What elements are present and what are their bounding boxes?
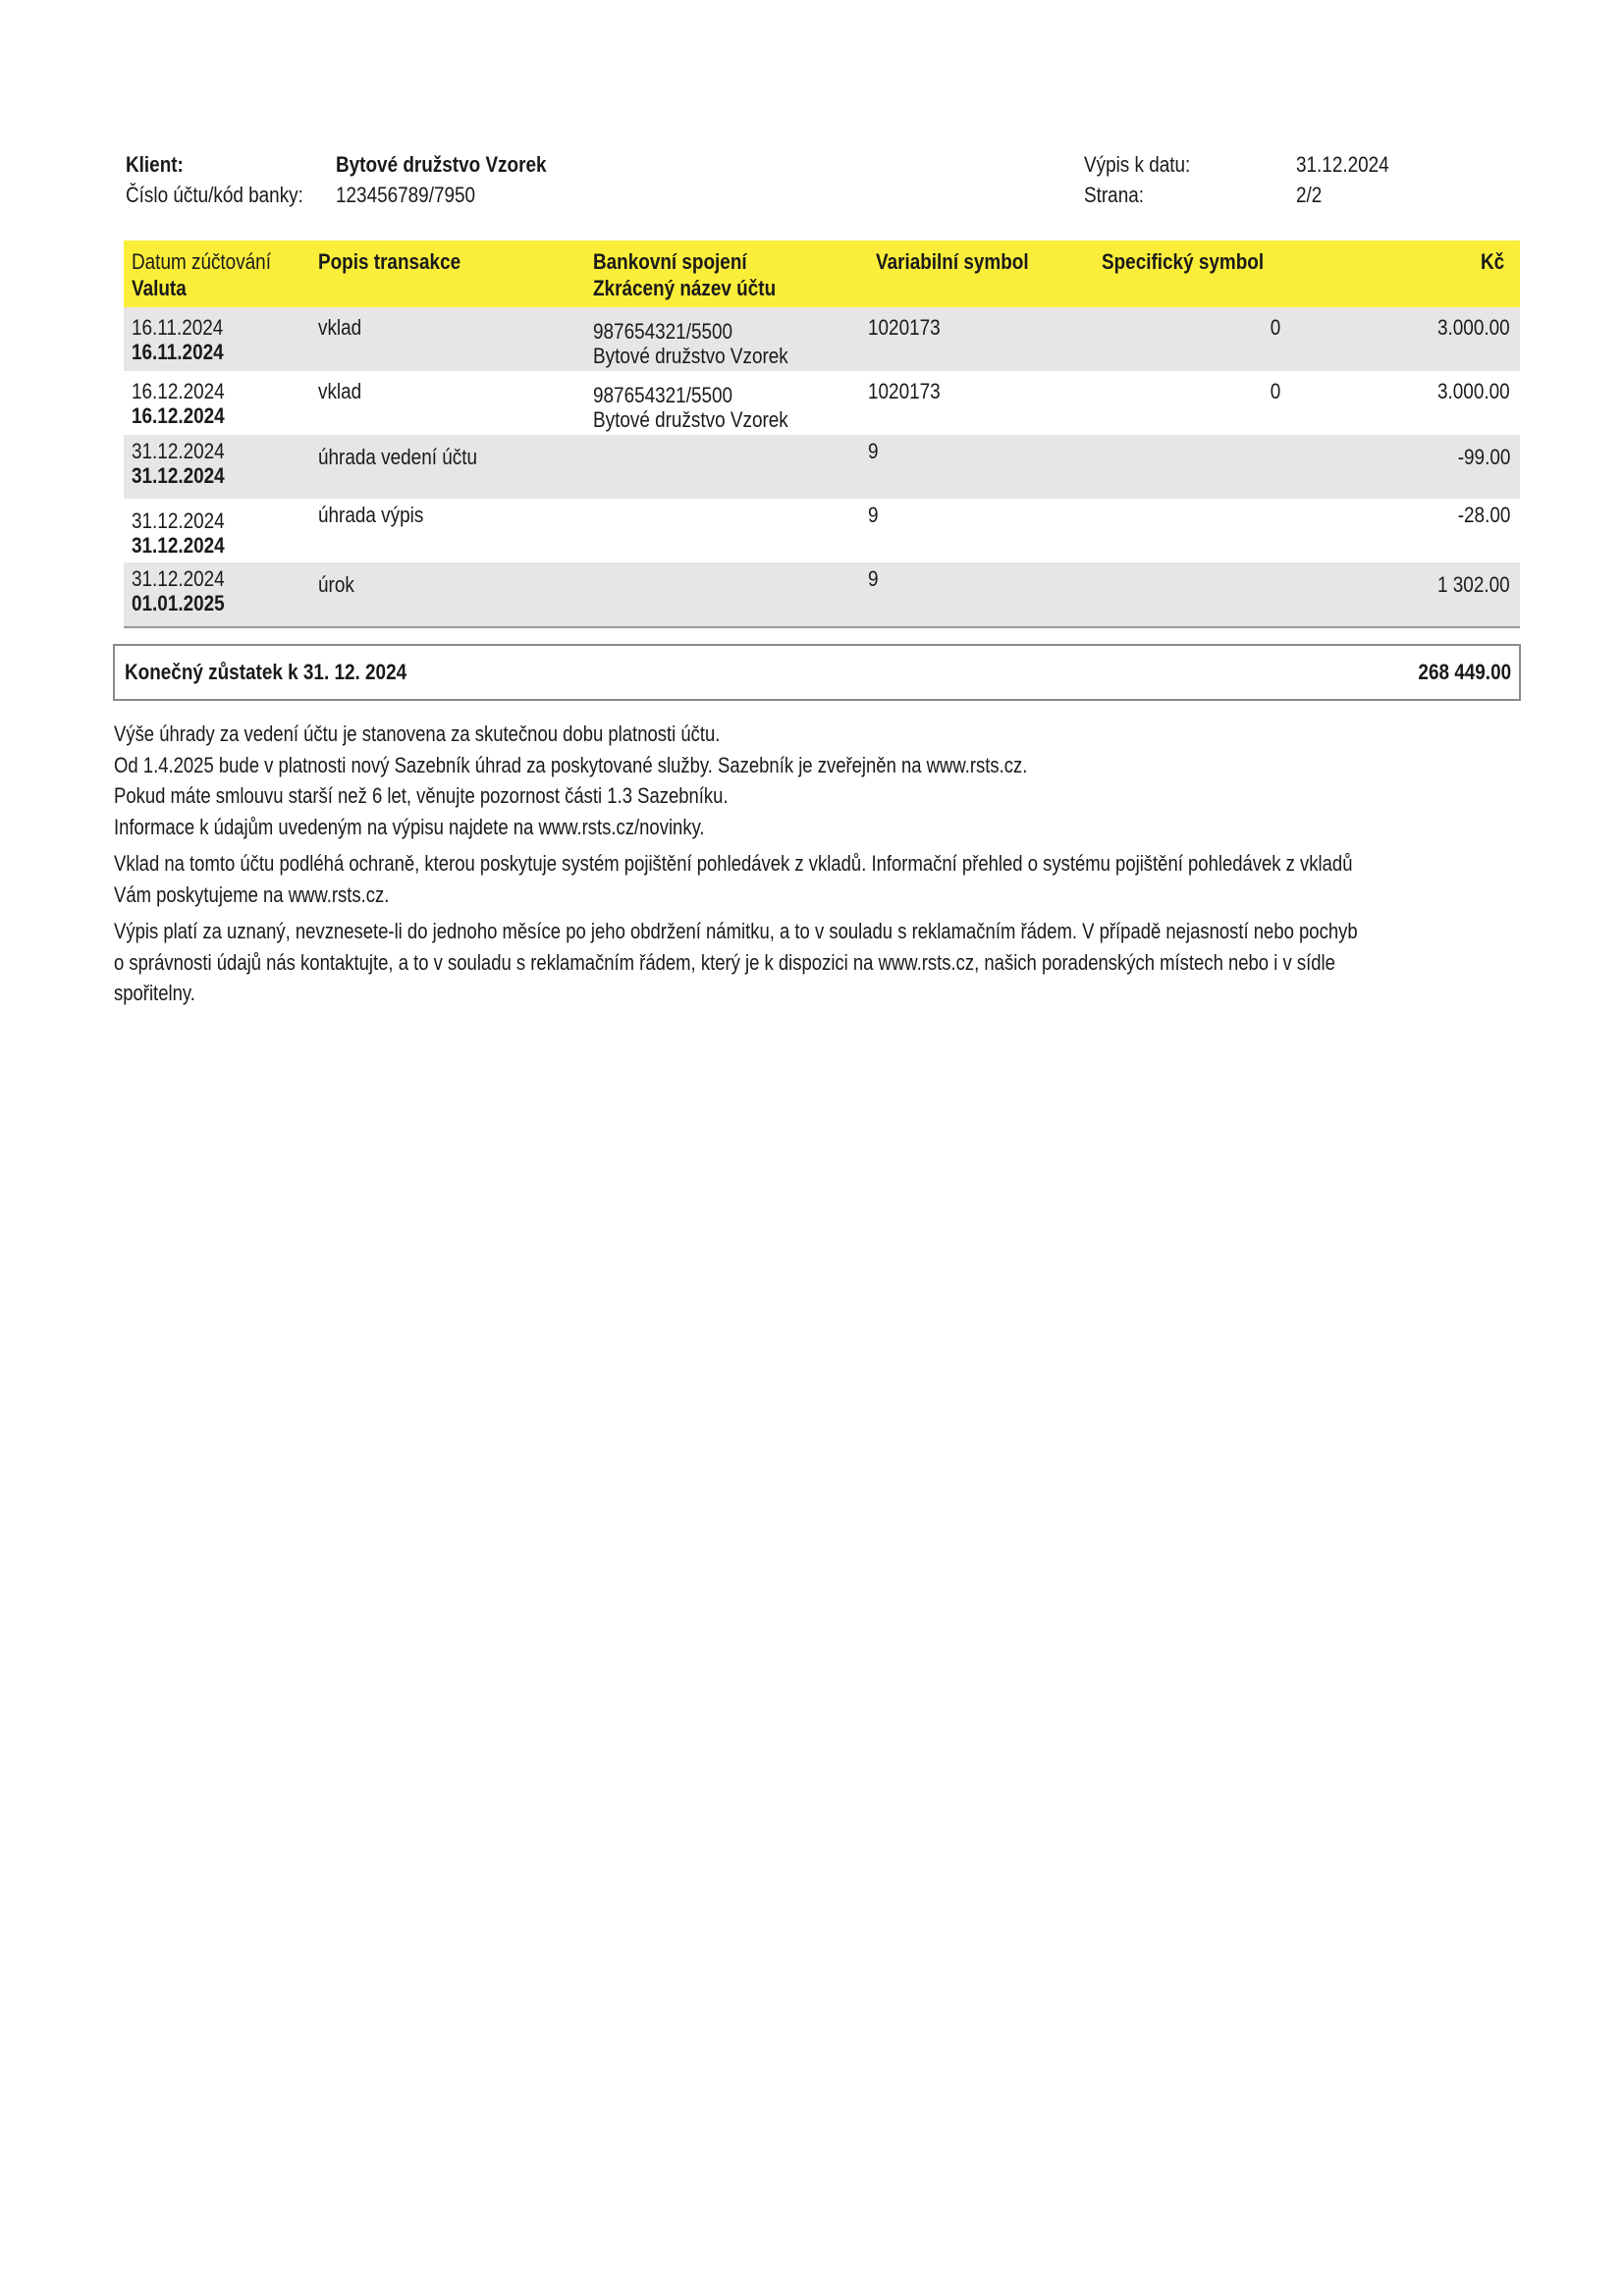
variable-symbol: 1020173 [868, 379, 941, 403]
variable-symbol: 9 [868, 439, 879, 463]
description: vklad [318, 315, 362, 340]
table-body [124, 307, 1520, 626]
account-label: Číslo účtu/kód banky: [126, 183, 303, 207]
note-line: Od 1.4.2025 bude v platnosti nový Sazebník úhrad za poskytované služby. Sazebník je zveřejněn na www.rsts.cz. [114, 752, 1028, 777]
date-booking: 31.12.2024 [132, 508, 225, 533]
statement-notes [114, 719, 1518, 1015]
note-deposit-insurance [114, 848, 1518, 910]
statement-date-label: Výpis k datu: [1084, 152, 1191, 177]
client-label: Klient: [126, 152, 184, 177]
date-booking: 16.12.2024 [132, 379, 225, 403]
date-booking: 31.12.2024 [132, 439, 225, 463]
description: úhrada vedení účtu [318, 445, 478, 469]
table-header [124, 240, 1520, 307]
amount: 3.000.00 [1437, 315, 1510, 340]
note-line: Výpis platí za uznaný, nevznesete-li do jednoho měsíce po jeho obdržení námitku, a to v souladu s reklamačním řádem. V případě nejasností nebo pochyb [114, 919, 1358, 943]
col-dates [132, 248, 294, 301]
specific-symbol: 0 [1270, 315, 1280, 340]
description: úrok [318, 572, 354, 597]
specific-symbol: 0 [1270, 379, 1280, 403]
table-row [124, 499, 1520, 562]
variable-symbol: 1020173 [868, 315, 941, 340]
account-name: Bytové družstvo Vzorek [593, 344, 788, 368]
client-name: Bytové družstvo Vzorek [336, 152, 547, 177]
col-amount [1477, 248, 1504, 275]
col-bank-connection: Bankovní spojení [593, 249, 747, 274]
note-line: Informace k údajům uvedeným na výpisu najdete na www.rsts.cz/novinky. [114, 814, 705, 839]
date-value: 16.11.2024 [132, 340, 224, 364]
account-name: Bytové družstvo Vzorek [593, 407, 788, 432]
amount: 1 302.00 [1437, 572, 1510, 597]
note-line: o správnosti údajů nás kontaktujte, a to v souladu s reklamačním řádem, který je k dispozici na www.rsts.cz, našich poradenských místech nebo i v sídle [114, 949, 1335, 975]
note-line: spořitelny. [114, 981, 195, 1005]
variable-symbol: 9 [868, 566, 879, 591]
page-number: 2/2 [1296, 183, 1323, 207]
note-line: Pokud máte smlouvu starší než 6 let, věnujte pozornost části 1.3 Sazebníku. [114, 783, 729, 808]
table-bottom-rule [124, 626, 1520, 628]
final-balance-value: 268 449.00 [1418, 660, 1511, 684]
date-booking: 16.11.2024 [132, 315, 224, 340]
col-specific-symbol-label: Specifický symbol [1102, 249, 1265, 274]
note-complaints [114, 916, 1518, 1009]
note-line: Vklad na tomto účtu podléhá ochraně, kterou poskytuje systém pojištění pohledávek z vkladů. Informační přehled o systému pojištění pohledávek z vkladů [114, 851, 1353, 876]
date-value: 31.12.2024 [132, 533, 225, 558]
col-variable-symbol-label: Variabilní symbol [876, 249, 1029, 274]
table-row [124, 435, 1520, 499]
account-number: 123456789/7950 [336, 183, 476, 207]
col-description [318, 248, 484, 275]
date-booking: 31.12.2024 [132, 566, 225, 591]
table-row [124, 371, 1520, 435]
table-row [124, 562, 1520, 626]
col-description-label: Popis transakce [318, 249, 461, 274]
col-date-booking: Datum zúčtování [132, 249, 271, 274]
col-amount-label: Kč [1480, 249, 1504, 274]
bank-account: 987654321/5500 [593, 383, 733, 407]
amount: -99.00 [1457, 445, 1510, 469]
transactions-table [124, 240, 1520, 628]
table-row [124, 307, 1520, 371]
col-bank [593, 248, 805, 301]
note-line: Vám poskytujeme na www.rsts.cz. [114, 881, 390, 907]
col-specific-symbol [1102, 248, 1290, 275]
col-account-short-name: Zkrácený název účtu [593, 276, 777, 300]
statement-date: 31.12.2024 [1296, 152, 1389, 177]
date-value: 31.12.2024 [132, 463, 225, 488]
final-balance-label: Konečný zůstatek k 31. 12. 2024 [125, 660, 407, 684]
col-date-value: Valuta [132, 276, 187, 300]
note-line: Výše úhrady za vedení účtu je stanovena za skutečnou dobu platnosti účtu. [114, 721, 721, 746]
final-balance-box [113, 644, 1521, 701]
description: úhrada výpis [318, 503, 424, 527]
date-value: 16.12.2024 [132, 403, 225, 428]
variable-symbol: 9 [868, 503, 879, 527]
bank-account: 987654321/5500 [593, 319, 733, 344]
date-value: 01.01.2025 [132, 591, 225, 615]
page-label: Strana: [1084, 183, 1145, 207]
amount: 3.000.00 [1437, 379, 1510, 403]
description: vklad [318, 379, 362, 403]
amount: -28.00 [1457, 503, 1510, 527]
note-fees [114, 719, 1518, 842]
col-variable-symbol [876, 248, 1054, 275]
